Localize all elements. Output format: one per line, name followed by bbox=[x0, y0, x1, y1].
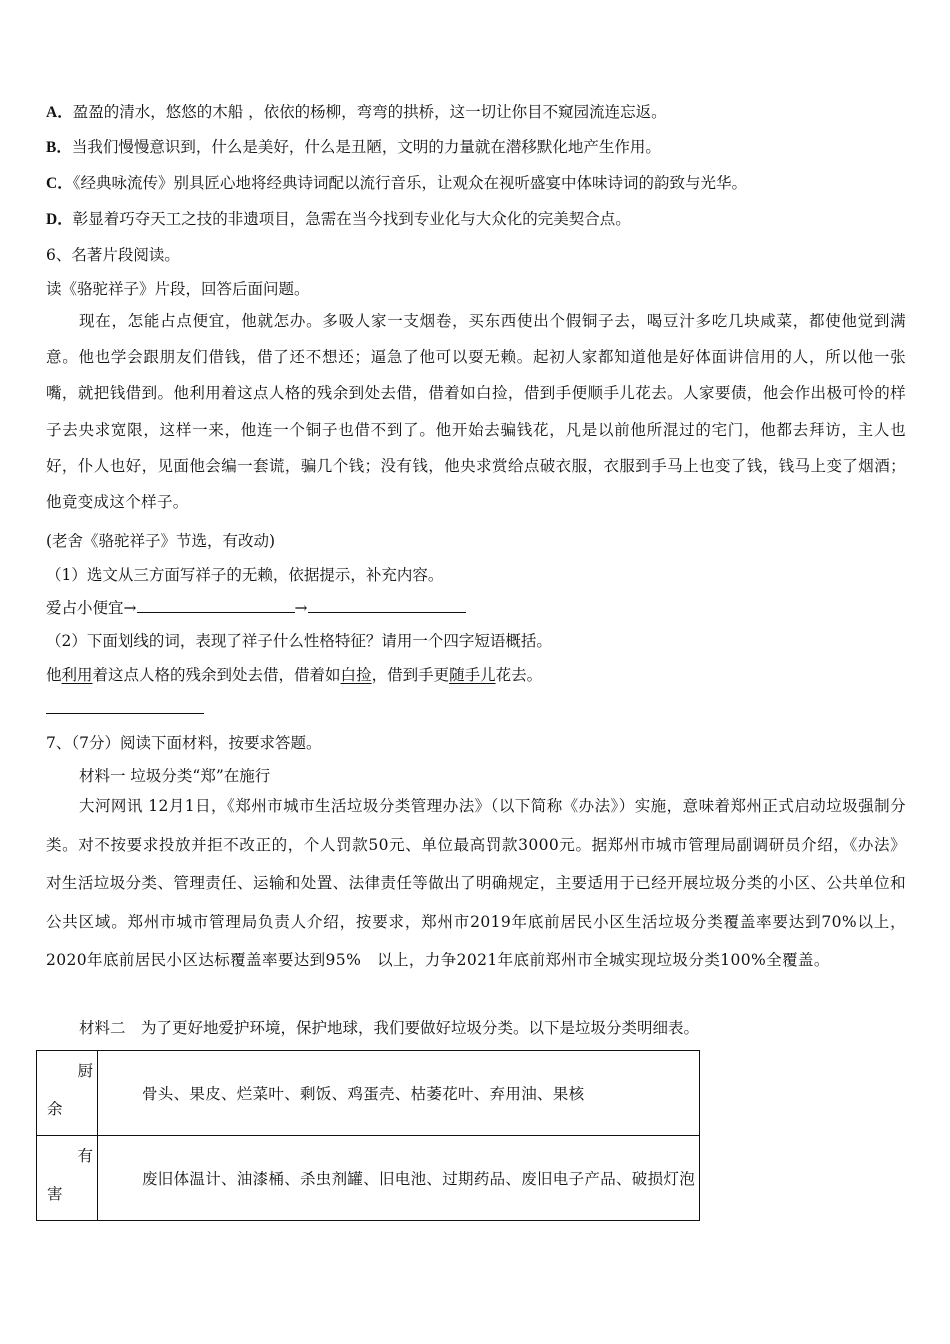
items-cell: 废旧体温计、油漆桶、杀虫剂罐、旧电池、过期药品、废旧电子产品、破损灯泡 bbox=[98, 1136, 700, 1221]
option-d bbox=[46, 207, 631, 232]
sentence-part: 花去。 bbox=[495, 666, 543, 684]
category-char: 余 bbox=[47, 1100, 63, 1118]
answer-blank-1[interactable] bbox=[137, 596, 295, 613]
option-letter: C． bbox=[46, 175, 73, 192]
option-text: 当我们慢慢意识到，什么是美好，什么是丑陋，文明的力量就在潜移默化地产生作用。 bbox=[71, 138, 661, 156]
sentence-part: 着这点人格的残余到处去借，借着如 bbox=[92, 666, 341, 684]
q6-instruction: 读《骆驼祥子》片段，回答后面问题。 bbox=[46, 280, 310, 298]
answer-blank-3[interactable] bbox=[46, 713, 204, 714]
option-b bbox=[46, 135, 661, 160]
q7-heading: 7、（7分）阅读下面材料，按要求答题。 bbox=[46, 734, 322, 752]
material2-text: 材料二 为了更好地爱护环境，保护地球，我们要做好垃圾分类。以下是垃圾分类明细表。 bbox=[79, 1019, 700, 1037]
option-c bbox=[46, 171, 747, 196]
category-char: 有 bbox=[77, 1147, 93, 1165]
table-row bbox=[37, 1051, 700, 1136]
table-row bbox=[37, 1136, 700, 1221]
option-a bbox=[46, 100, 667, 125]
q6-passage: 现在，怎能占点便宜，他就怎办。多吸人家一支烟卷，买东西使出个假铜子去，喝豆汁多吃几块咸菜，都使他觉到满意。他也学会跟朋友们借钱，借了还不想还；逼急了他可以耍无赖。起初人家都知道他是好体面讲信用的人，所以他一张嘴，就把钱借到。他利用着这点人格的残余到处去借，借着如白捡，借到手便顺手儿花去。人家要债，他会作出极可怜的样子去央求宽限，这样一来，他连一个铜子也借不到了。他开始去骗钱花，凡是以前他所混过的宅门，他都去拜访，主人也好，仆人也好，见面他会编一套谎，骗几个钱；没有钱，他央求赏给点破衣服，衣服到手马上也变了钱，钱马上变了烟酒；他竟变成这个样子。 bbox=[46, 312, 906, 512]
q6-sentence bbox=[46, 663, 542, 687]
answer-blank-2[interactable] bbox=[308, 596, 466, 613]
option-text: 《经典咏流传》别具匠心地将经典诗词配以流行音乐，让观众在视听盛宴中体味诗词的韵致与光华。 bbox=[72, 174, 747, 192]
option-text: 盈盈的清水，悠悠的木船 ，依依的杨柳，弯弯的拱桥，这一切让你目不窥园流连忘返。 bbox=[72, 103, 667, 121]
arrow-icon: → bbox=[123, 599, 137, 617]
category-char: 害 bbox=[47, 1185, 63, 1203]
option-text: 彰显着巧夺天工之技的非遗项目，急需在当今找到专业化与大众化的完美契合点。 bbox=[72, 210, 631, 228]
category-char: 厨 bbox=[77, 1062, 93, 1080]
items-cell: 骨头、果皮、烂菜叶、剩饭、鸡蛋壳、枯萎花叶、弃用油、果核 bbox=[98, 1051, 700, 1136]
sentence-part: ，借到手更 bbox=[371, 666, 450, 684]
q6-source: (老舍《骆驼祥子》节选，有改动) bbox=[46, 532, 276, 550]
arrow-icon: → bbox=[294, 599, 308, 617]
q6-sub1-answer-row bbox=[46, 596, 466, 620]
q6-sub1: （1）选文从三方面写祥子的无赖，依据提示，补充内容。 bbox=[46, 566, 444, 584]
underlined-word: 利用 bbox=[61, 666, 93, 684]
q6-sub2: （2）下面划线的词，表现了祥子什么性格特征？请用一个四字短语概括。 bbox=[46, 632, 552, 650]
material1-text: 大河网讯 12月1日，《郑州市城市生活垃圾分类管理办法》（以下简称《办法》）实施，意味着郑州正式启动垃圾强制分类。对不按要求投放并拒不改正的，个人罚款50元、单位最高罚款3000元。据郑州市城市管理局副调研员介绍，《办法》对生活垃圾分类、管理责任、运输和处置、法律责任等做出了明确规定，主要适用于已经开展垃圾分类的小区、公共单位和公共区域。郑州市城市管理局负责人介绍，按要求，郑州市2019年底前居民小区生活垃圾分类覆盖率要达到70%以上，2020年底前居民小区达标覆盖率要达到95% 以上，力争2021年底前郑州市全城实现垃圾分类100%全覆盖。 bbox=[46, 797, 906, 970]
hint-text: 爱占小便宜 bbox=[46, 599, 124, 617]
q6-heading: 6、名著片段阅读。 bbox=[46, 246, 180, 264]
option-letter: B． bbox=[46, 139, 72, 156]
option-letter: A． bbox=[46, 104, 73, 121]
sentence-part: 他 bbox=[46, 666, 62, 684]
category-cell bbox=[37, 1136, 98, 1221]
material1-title: 材料一 垃圾分类“郑”在施行 bbox=[79, 767, 271, 785]
underlined-word: 随手儿 bbox=[449, 666, 496, 684]
option-letter: D． bbox=[46, 211, 73, 228]
category-cell bbox=[37, 1051, 98, 1136]
underlined-word: 白捡 bbox=[340, 666, 372, 684]
waste-classification-table bbox=[36, 1050, 700, 1221]
